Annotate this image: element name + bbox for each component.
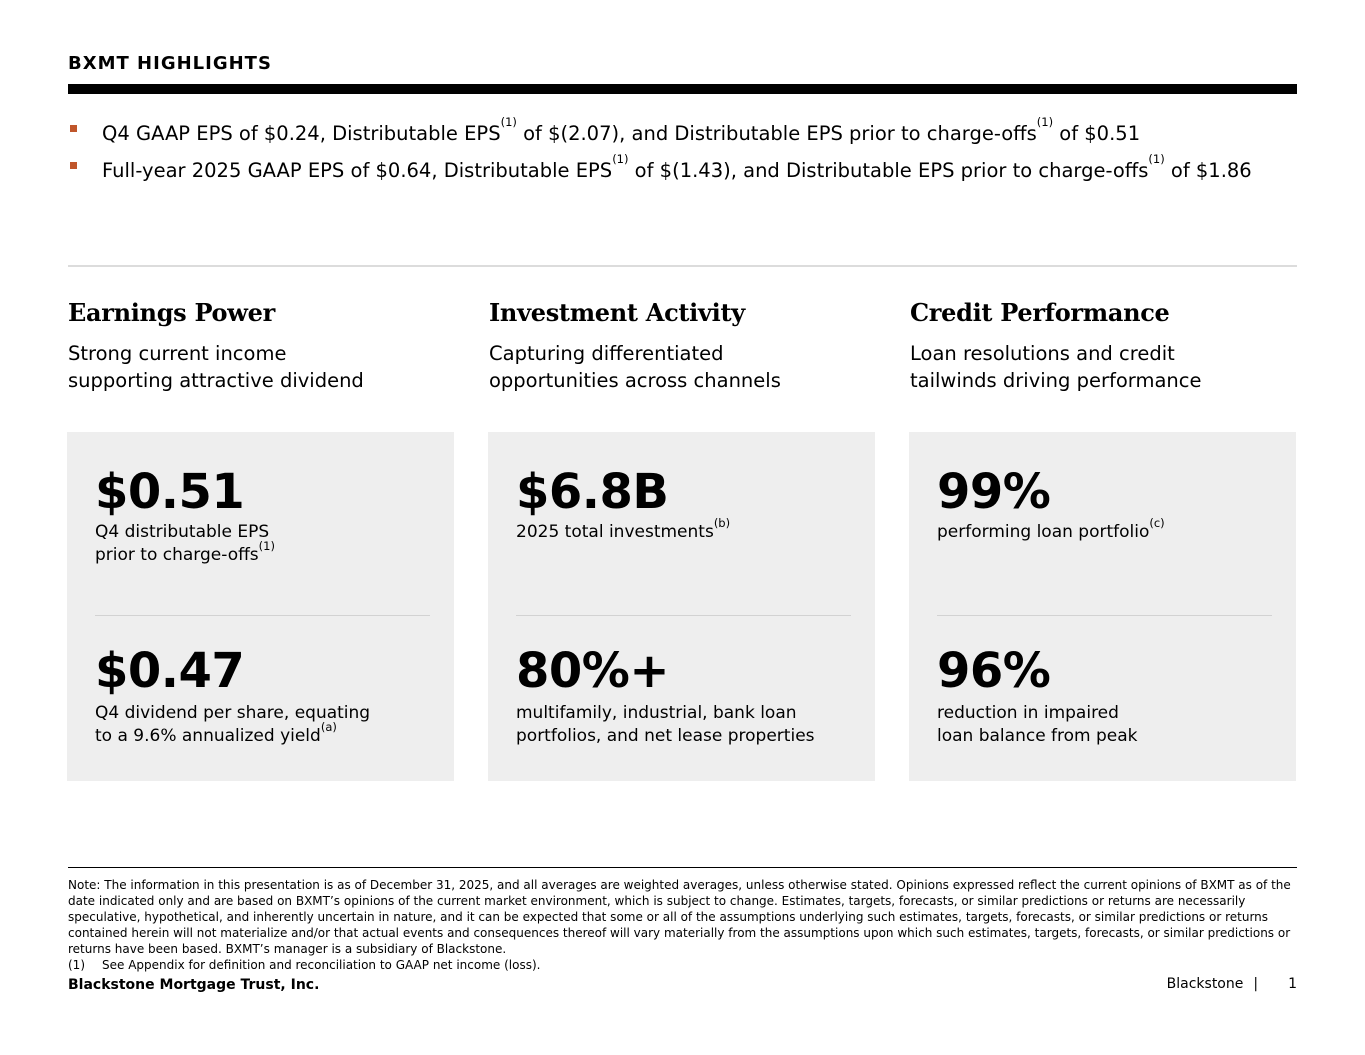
metric-value: $0.47 <box>95 643 245 699</box>
footnote-ref: (1) <box>258 539 275 553</box>
footnote-ref: (c) <box>1149 516 1165 530</box>
column-title: Investment Activity <box>489 298 745 327</box>
bullet-text: of $1.86 <box>1164 159 1252 182</box>
column-subtitle: Strong current income supporting attractive dividend <box>68 342 364 392</box>
footnote-ref: (1) <box>1148 152 1165 166</box>
page-number: 1 <box>1288 976 1297 992</box>
footnote-ref: (1) <box>612 152 629 166</box>
metric-description: Q4 distributable EPS prior to charge-offs$^{(1)}$ <box>95 522 275 565</box>
column-title: Credit Performance <box>910 298 1170 327</box>
footnote-item <box>68 957 1300 973</box>
column-subtitle: Capturing differentiated opportunities across channels <box>489 342 781 392</box>
metric-value: 96% <box>937 643 1051 699</box>
footer-separator: | <box>1253 976 1259 992</box>
highlights-list <box>68 115 1268 194</box>
bullet-text: Q4 GAAP EPS of $0.24, Distributable EPS <box>102 122 501 145</box>
highlight-bullet <box>68 152 1268 184</box>
footnote-text: See Appendix for definition and reconciliation to GAAP net income (loss). <box>102 958 541 972</box>
footnote-number: (1) <box>68 958 85 972</box>
column-subtitle: Loan resolutions and credit tailwinds driving performance <box>910 342 1202 392</box>
footnote-divider <box>68 867 1297 868</box>
title-rule <box>68 84 1297 94</box>
metric-description: 2025 total investments$^{(b)}$ <box>516 516 731 542</box>
metric-description: reduction in impaired loan balance from peak <box>937 703 1138 746</box>
card-divider <box>95 615 430 616</box>
square-bullet-icon <box>70 162 77 169</box>
metric-value: 99% <box>937 464 1051 520</box>
footnote-note: Note: The information in this presentation is as of December 31, 2025, and all averages are weighted averages, unless otherwise stated. Opinions expressed reflect the current opinions of BXMT as of the date indicated only and are based on BXMT’s opinions of the current market environment, which is subject to change. Estimates, targets, forecasts, or similar predictions or returns are necessarily speculative, hypothetical, and inherently uncertain in nature, and it can be expected that some or all of the assumptions underlying such estimates, targets, forecasts, or similar predictions or returns contained herein will not materialize and/or that actual events and consequences thereof will vary materially from the assumptions upon which such estimates, targets, forecasts, or similar predictions or returns have been based. BXMT’s manager is a subsidiary of Blackstone. <box>68 878 1291 956</box>
footnote-ref: (b) <box>713 516 731 530</box>
bullet-text: of $0.51 <box>1053 122 1141 145</box>
footer-brand: Blackstone <box>1166 976 1244 992</box>
metric-value: 80%+ <box>516 643 670 699</box>
footnotes <box>68 877 1300 973</box>
page-title: BXMT HIGHLIGHTS <box>68 53 272 74</box>
metric-card-credit <box>909 432 1296 781</box>
column-earnings-power <box>68 298 448 394</box>
metric-card-earnings <box>67 432 454 781</box>
column-title: Earnings Power <box>68 298 275 327</box>
metric-description: performing loan portfolio$^{(c)}$ <box>937 516 1165 542</box>
footnote-ref: (a) <box>320 720 337 734</box>
bullet-text: Full-year 2025 GAAP EPS of $0.64, Distributable EPS <box>102 159 613 182</box>
bullet-text: of $(2.07), and Distributable EPS prior to charge-offs <box>516 122 1037 145</box>
footnote-ref: (1) <box>1036 115 1054 129</box>
metric-value: $0.51 <box>95 464 245 520</box>
footer-right <box>1167 976 1297 992</box>
metric-description: multifamily, industrial, bank loan portfolios, and net lease properties <box>516 703 815 746</box>
column-credit-performance <box>910 298 1290 394</box>
metric-description: Q4 dividend per share, equating to a 9.6% annualized yield$^{(a)}$ <box>95 703 371 746</box>
column-investment-activity <box>489 298 869 394</box>
footer-company: Blackstone Mortgage Trust, Inc. <box>68 977 320 993</box>
card-divider <box>516 615 851 616</box>
card-divider <box>937 615 1272 616</box>
square-bullet-icon <box>70 125 77 132</box>
metric-card-investment <box>488 432 875 781</box>
highlight-bullet <box>68 115 1268 147</box>
metric-value: $6.8B <box>516 464 669 520</box>
footnote-ref: (1) <box>500 115 517 129</box>
bullet-text: of $(1.43), and Distributable EPS prior to charge-offs <box>628 159 1149 182</box>
section-divider <box>68 265 1297 267</box>
